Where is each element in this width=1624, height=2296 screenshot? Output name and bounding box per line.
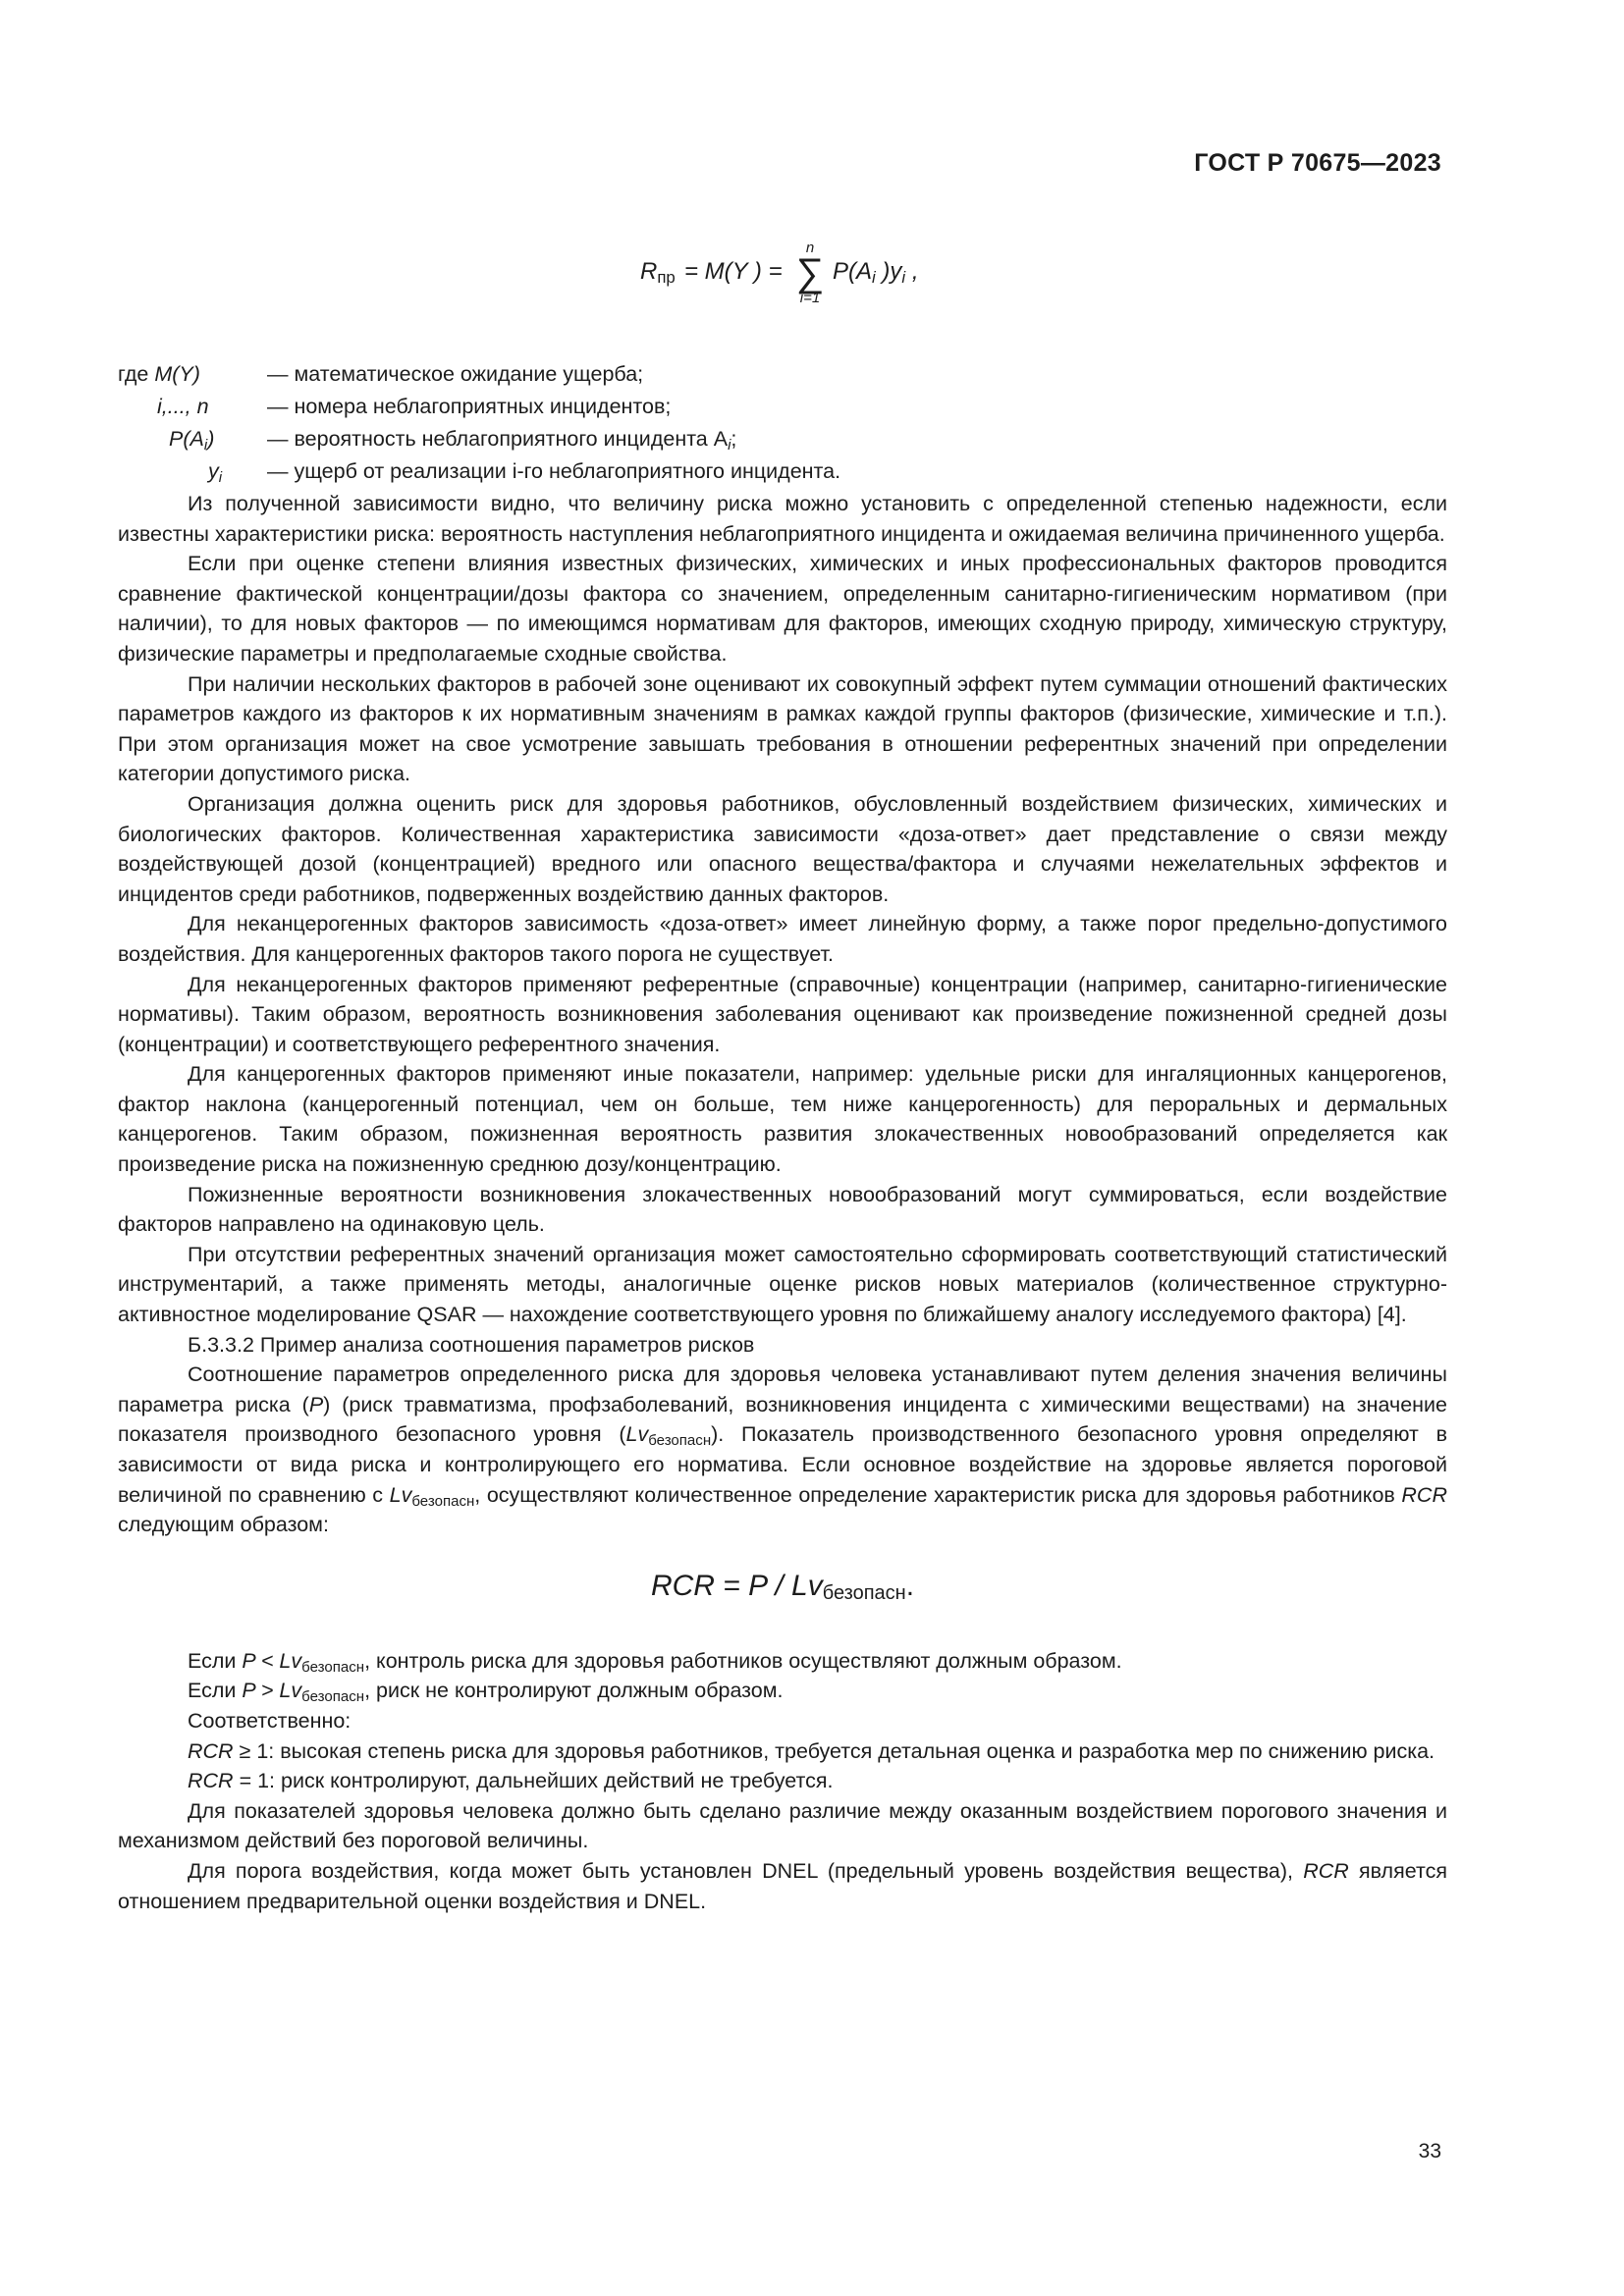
condition-line: Соответственно: (188, 1708, 352, 1733)
paragraph: Для порога воздействия, когда может быть установлен DNEL (предельный уровень воздействия вещества), RCR является отношением предварительной оценки воздействия и DNEL. (118, 1858, 1447, 1913)
subsection-title: Б.3.3.2 Пример анализа соотношения параметров рисков (188, 1332, 755, 1357)
paragraph: При наличии нескольких факторов в рабочей зоне оценивают их совокупный эффект путем суммации отношений фактических параметров каждого из факторов к их нормативным значениям в рамках каждой группы факторов (физические, химические и т.п.). При этом организация может на свое усмотрение завышать требования в отношении референтных значений при определении категории допустимого риска. (118, 671, 1447, 786)
paragraph: При отсутствии референтных значений организация может самостоятельно сформировать соответствующий статистический инструментарий, а также применять методы, аналогичные оценке рисков новых материалов (количественное структурно-активностное моделирование QSAR — нахождение соответствующего уровня по ближайшему аналогу исследуемого фактора) [4]. (118, 1242, 1447, 1327)
document-body (118, 359, 1447, 1916)
formula-lhs: $R_{пр}$ (640, 258, 676, 287)
paragraph: Для показателей здоровья человека должно быть сделано различие между оказанным воздействием порогового значения и механизмом действий без пороговой величины. (118, 1798, 1447, 1853)
paragraph: Для неканцерогенных факторов применяют референтные (справочные) концентрации (например, санитарно-гигиенические нормативы). Таким образом, вероятность возникновения заболевания оценивают как произведение пожизненной средней дозы (концентрации) и соответствующего референтного значения. (118, 972, 1447, 1056)
legend-item: где M(Y) — математическое ожидание ущерба; (118, 362, 644, 386)
rcr-formula: RCR = P / $Lv_{безопасн}$. (650, 1569, 915, 1604)
paragraph: Для канцерогенных факторов применяют иные показатели, например: удельные риски для ингаляционных канцерогенов, фактор наклона (канцерогенный потенциал, чем он больше, тем ниже канцерогенность) для пероральных и дермальных канцерогенов. Таким образом, пожизненная вероятность развития злокачественных новообразований определяется как произведение риска на пожизненную среднюю дозу/концентрацию. (118, 1062, 1447, 1177)
condition-line: Если $P < Lv_{безопасн}$, контроль риска для здоровья работников осуществляют должным образом. (188, 1648, 1122, 1676)
paragraph-rcr-definition: Соотношение параметров определенного риска для здоровья человека устанавливают путем деления значения величины параметра риска (P) (риск травматизма, профзаболеваний, возникновения инцидента с химическими веществами) на значение показателя производного безопасного уровня $(Lv_{безопасн})$. Показатель производственного безопасного уровня определяют в зависимости от вида риска и контролирующего его норматива. Если основное воздействие на здоровье является пороговой величиной по сравнению с $Lv_{безопасн}$, осуществляют количественное определение характеристик риска для здоровья работников RCR следующим образом: (118, 1362, 1447, 1537)
condition-line: Если $P > Lv_{безопасн}$, риск не контролируют должным образом. (188, 1679, 784, 1706)
legend-item: $P(A_i)$ — вероятность неблагоприятного инцидента $A_i$; (169, 427, 737, 454)
paragraph: Пожизненные вероятности возникновения злокачественных новообразований могут суммироваться, если воздействие факторов направлено на одинаковую цель. (118, 1182, 1447, 1237)
paragraph: Если при оценке степени влияния известных физических, химических и иных профессиональных факторов проводится сравнение фактической концентрации/дозы фактора со значением, определенным санитарно-гигиеническим нормативом (при наличии), то для новых факторов — по имеющимся нормативам для факторов, имеющих сходную природу, химическую структуру, физические параметры и предполагаемые сходные свойства. (118, 552, 1447, 666)
page-number: 33 (1418, 2140, 1441, 2163)
sum-operator: n ∑ i=1 (795, 240, 825, 306)
legend-item: $y_i$ — ущерб от реализации i-го неблагоприятного инцидента. (208, 459, 841, 486)
paragraph: Организация должна оценить риск для здоровья работников, обусловленный воздействием физических, химических и биологических факторов. Количественная характеристика зависимости «доза-ответ» дает представление о связи между воздействующей дозой (концентрацией) вредного или опасного вещества/фактора и случаями нежелательных эффектов и инцидентов среди работников, подверженных воздействию данных факторов. (118, 791, 1447, 906)
formula-rhs: $P(A_i$ )$y_i$ , (833, 258, 919, 287)
formula-eq: = M(Y ) = (684, 258, 783, 285)
paragraph: Из полученной зависимости видно, что величину риска можно установить с определенной степенью надежности, если известны характеристики риска: вероятность наступления неблагоприятного инцидента и ожидаемая величина причиненного ущерба. (118, 492, 1447, 546)
condition-line: RCR ≥ 1: высокая степень риска для здоровья работников, требуется детальная оценка и разработка мер по снижению риска. (188, 1738, 1435, 1763)
document-header: ГОСТ Р 70675—2023 (1194, 149, 1441, 177)
condition-line: RCR = 1: риск контролируют, дальнейших действий не требуется. (188, 1769, 834, 1793)
legend-item: i,..., n — номера неблагоприятных инцидентов; (157, 395, 672, 418)
paragraph: Для неканцерогенных факторов зависимость «доза-ответ» имеет линейную форму, а также порог предельно-допустимого воздействия. Для канцерогенных факторов такого порога не существует. (118, 912, 1447, 966)
